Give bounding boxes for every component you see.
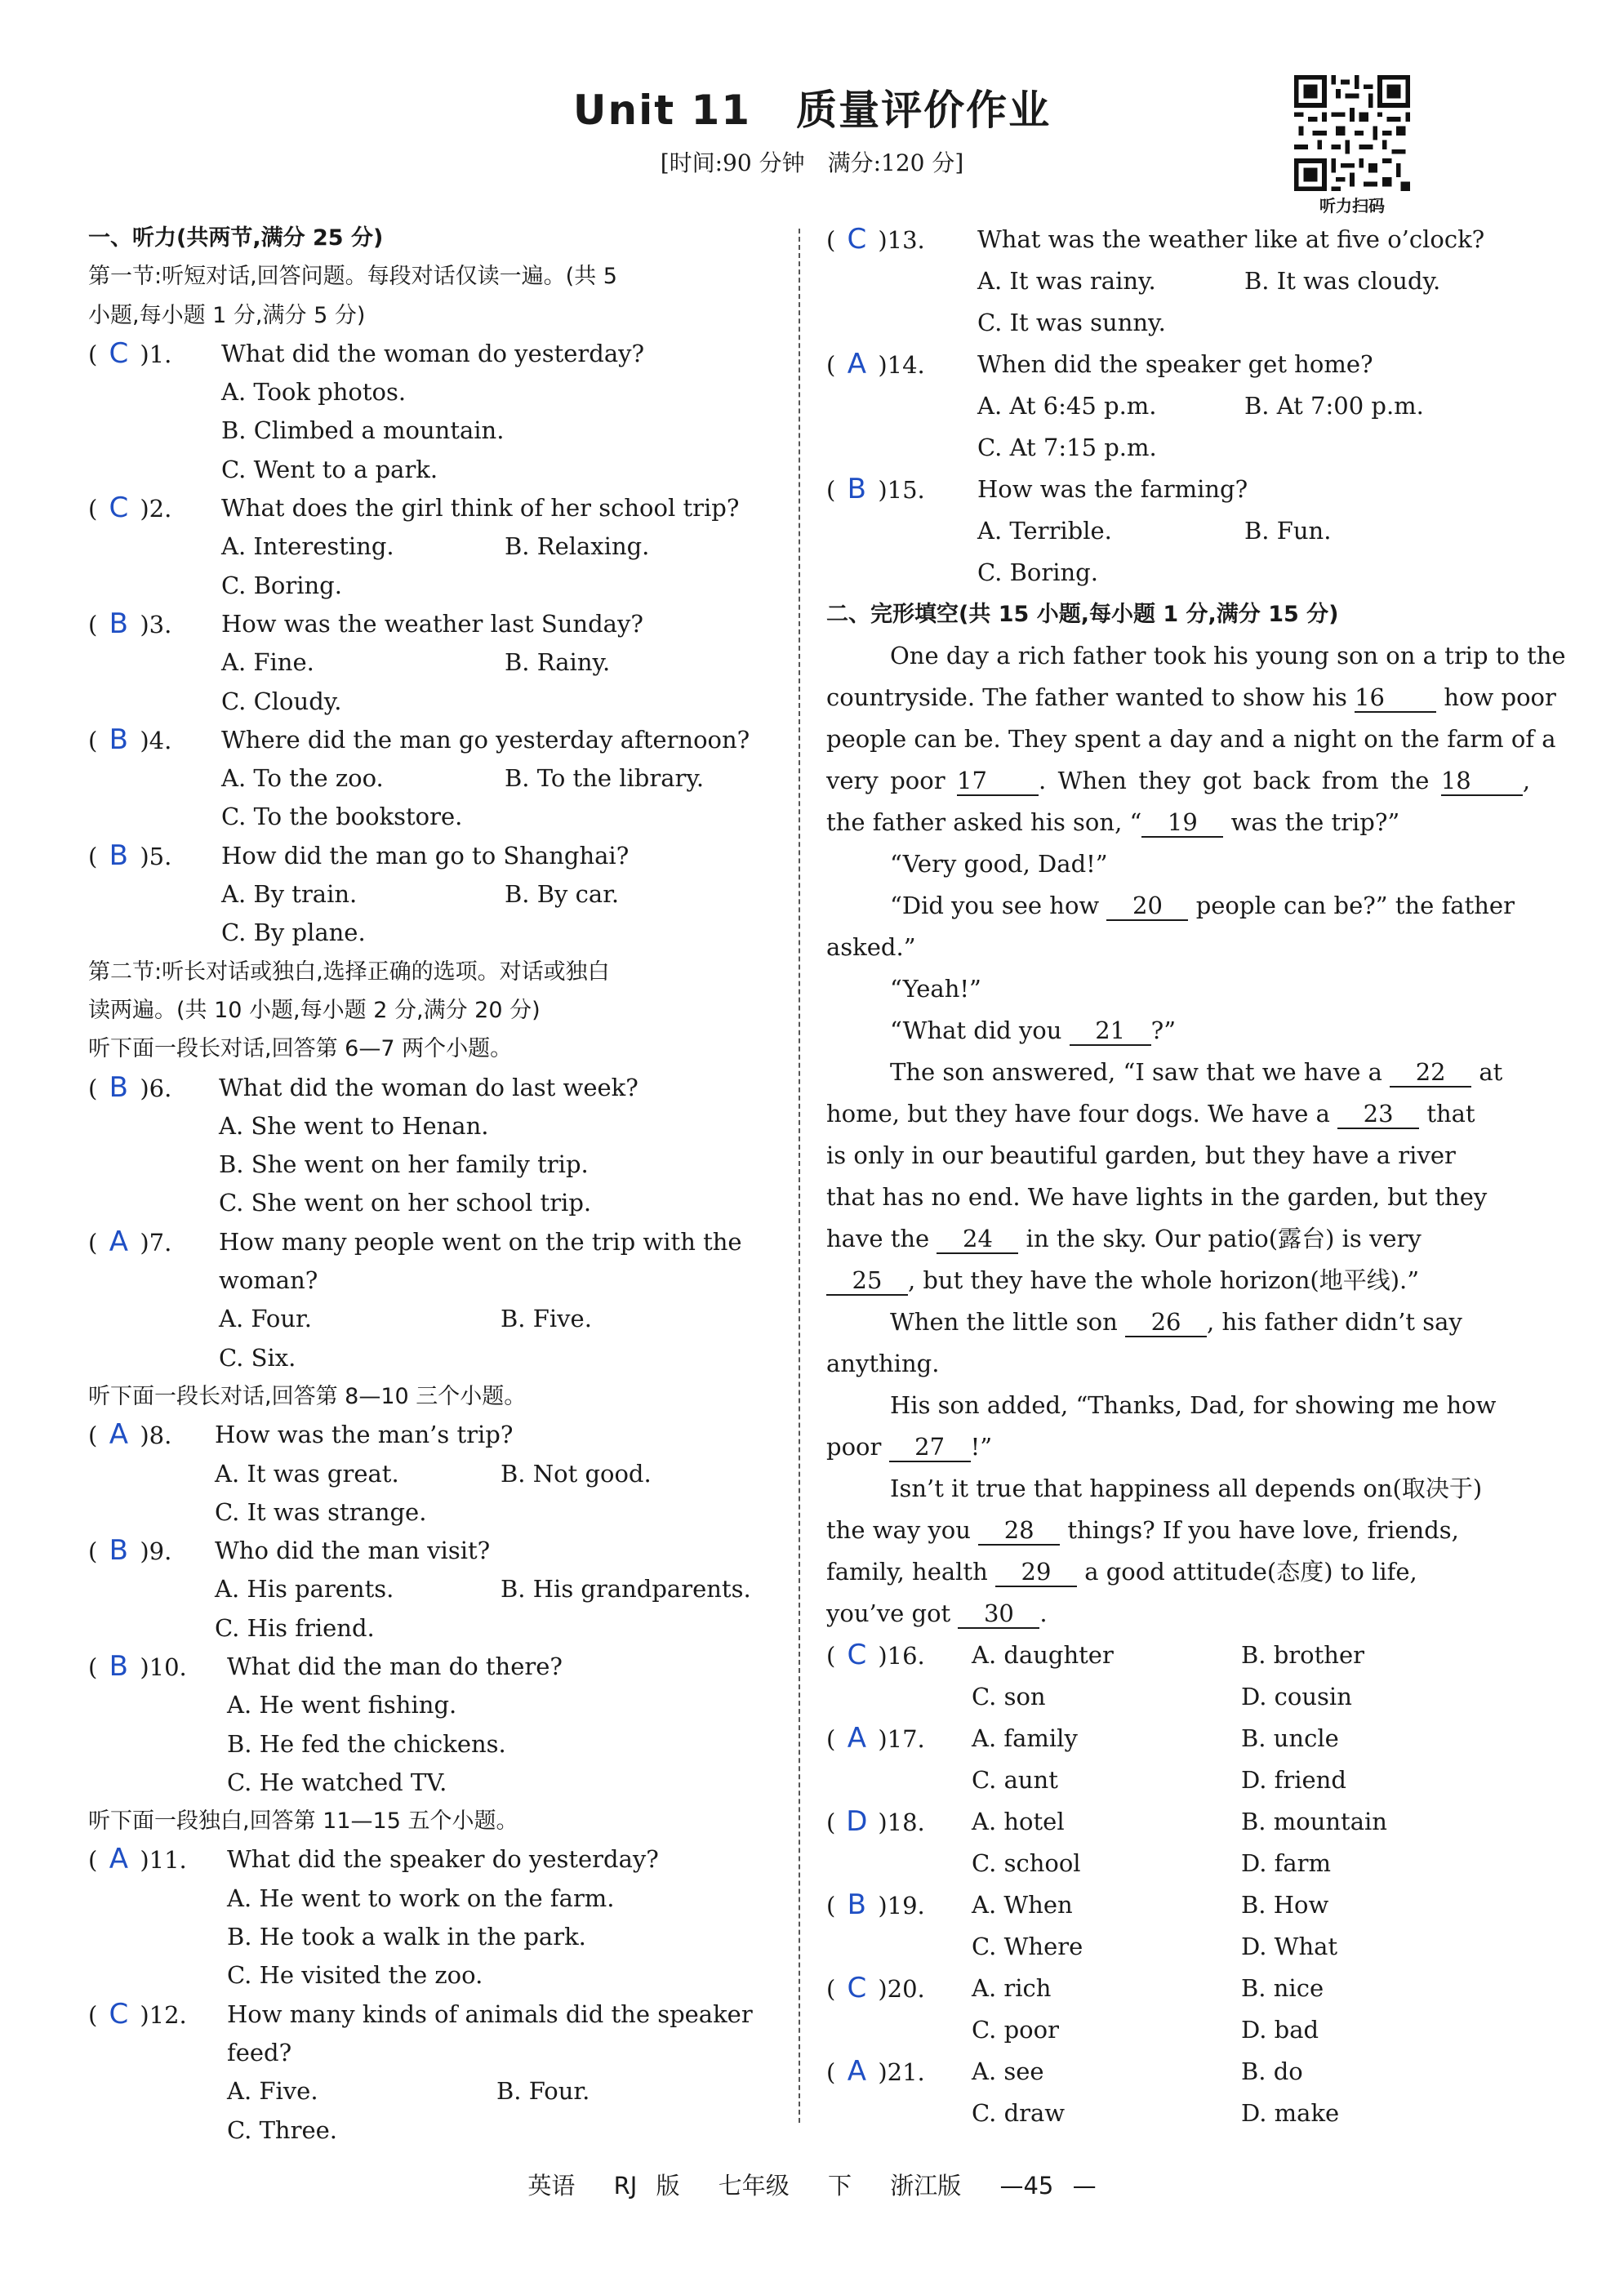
part1-intro: 小题,每小题 1 分,满分 5 分): [88, 302, 366, 328]
option[interactable]: B. nice: [1241, 1974, 1324, 2002]
option[interactable]: B. His grandparents.: [501, 1575, 751, 1604]
blank-22[interactable]: 22: [1390, 1058, 1471, 1088]
answer-mark[interactable]: A: [847, 1722, 866, 1755]
option[interactable]: A. He went to work on the farm.: [227, 1884, 615, 1912]
option[interactable]: A. To the zoo.: [221, 764, 384, 793]
answer-mark[interactable]: B: [109, 1534, 128, 1568]
option[interactable]: A. family: [972, 1724, 1078, 1752]
option[interactable]: C. It was strange.: [215, 1497, 427, 1526]
blank-28[interactable]: 28: [978, 1516, 1060, 1546]
option[interactable]: B. brother: [1241, 1641, 1364, 1669]
option[interactable]: C. poor: [972, 2016, 1059, 2044]
question-11: ( A )11. What did the speaker do yesterday?: [88, 1840, 786, 1879]
title-text: 质量评价作业: [796, 87, 1052, 134]
answer-mark[interactable]: C: [847, 1972, 867, 2004]
option[interactable]: B. Climbed a mountain.: [221, 416, 505, 445]
option[interactable]: A. daughter: [972, 1641, 1114, 1669]
question-19: ( B )19. A. When B. How: [826, 1884, 1530, 1926]
option[interactable]: C. Three.: [227, 2115, 338, 2144]
blank-17[interactable]: 17: [957, 767, 1039, 796]
page-footer: [0, 2168, 1624, 2201]
option[interactable]: C. Cloudy.: [221, 687, 342, 715]
option[interactable]: A. He went fishing.: [227, 1691, 457, 1719]
option[interactable]: A. Interesting.: [221, 532, 394, 561]
answer-mark[interactable]: C: [847, 223, 867, 256]
answer-mark[interactable]: B: [109, 607, 128, 640]
option[interactable]: B. Rainy.: [505, 648, 611, 677]
option[interactable]: A. His parents.: [215, 1575, 394, 1604]
question-15: ( B )15. How was the farming?: [826, 469, 1530, 510]
answer-mark[interactable]: A: [109, 1843, 128, 1876]
footer-region: 浙江版: [890, 2172, 962, 2200]
part2-intro: 读两遍。(共 10 小题,每小题 2 分,满分 20 分): [88, 997, 541, 1023]
option[interactable]: B. Five.: [501, 1305, 592, 1333]
blank-16[interactable]: 16: [1355, 683, 1436, 713]
answer-mark[interactable]: D: [846, 1805, 868, 1838]
blank-26[interactable]: 26: [1125, 1308, 1207, 1337]
option[interactable]: B. He took a walk in the park.: [227, 1923, 586, 1951]
blank-25[interactable]: 25: [826, 1266, 908, 1296]
question-6: ( B )6. What did the woman do last week?: [88, 1069, 786, 1107]
option[interactable]: D. make: [1241, 2099, 1340, 2127]
cloze-section-title: 二、完形填空(共 15 小题,每小题 1 分,满分 15 分): [826, 602, 1339, 627]
footer-subject: 英语: [527, 2172, 576, 2200]
section-title: 一、听力(共两节,满分 25 分): [88, 225, 384, 251]
option[interactable]: C. Boring.: [977, 558, 1098, 586]
option[interactable]: C. Six.: [219, 1343, 296, 1372]
question-18: ( D )18. A. hotel B. mountain: [826, 1801, 1530, 1843]
answer-mark[interactable]: C: [109, 1997, 129, 2031]
column-divider: [799, 229, 800, 2123]
answer-mark[interactable]: B: [847, 1888, 866, 1921]
option[interactable]: C. He visited the zoo.: [227, 1961, 483, 1990]
option[interactable]: A. When: [972, 1891, 1073, 1919]
qr-code-icon[interactable]: [1294, 75, 1410, 191]
option[interactable]: C. His friend.: [215, 1613, 375, 1642]
blank-18[interactable]: 18: [1441, 767, 1523, 796]
option[interactable]: C. school: [972, 1849, 1081, 1877]
option[interactable]: B. He fed the chickens.: [227, 1729, 506, 1758]
option[interactable]: A. Took photos.: [221, 378, 407, 407]
question-4: ( B )4. Where did the man go yesterday afternoon?: [88, 721, 786, 759]
option[interactable]: C. son: [972, 1683, 1046, 1710]
option[interactable]: B. Relaxing.: [505, 532, 650, 561]
answer-mark[interactable]: B: [109, 1070, 128, 1104]
question-12: ( C )12. How many kinds of animals did the speaker: [88, 1995, 786, 2034]
blank-30[interactable]: 30: [958, 1599, 1039, 1629]
option[interactable]: A. It was great.: [215, 1459, 399, 1488]
option[interactable]: C. To the bookstore.: [221, 803, 463, 831]
option[interactable]: B. uncle: [1241, 1724, 1339, 1752]
answer-mark[interactable]: B: [109, 1649, 128, 1683]
answer-mark[interactable]: B: [847, 473, 866, 505]
answer-mark[interactable]: A: [109, 1225, 128, 1258]
question-17: ( A )17. A. family B. uncle: [826, 1718, 1530, 1759]
time-score-info: [时间:90 分钟 满分:120 分]: [660, 149, 964, 176]
option[interactable]: C. At 7:15 p.m.: [977, 434, 1157, 461]
option[interactable]: D. cousin: [1241, 1683, 1352, 1710]
option[interactable]: A. Five.: [227, 2077, 318, 2106]
option[interactable]: C. Went to a park.: [221, 455, 438, 483]
blank-23[interactable]: 23: [1337, 1100, 1419, 1129]
option[interactable]: B. At 7:00 p.m.: [1244, 392, 1424, 420]
option[interactable]: C. It was sunny.: [977, 309, 1166, 336]
option[interactable]: D. bad: [1241, 2016, 1319, 2044]
option[interactable]: A. At 6:45 p.m.: [977, 392, 1157, 420]
group-instruction: 听下面一段长对话,回答第 8—10 三个小题。: [88, 1383, 527, 1409]
option[interactable]: A. Four.: [219, 1305, 312, 1333]
unit-label: Unit 11: [572, 87, 752, 134]
footer-term: 下: [828, 2172, 852, 2200]
option[interactable]: D. What: [1241, 1933, 1338, 1960]
footer-edition: RJ 版: [613, 2172, 680, 2200]
question-20: ( C )20. A. rich B. nice: [826, 1968, 1530, 2009]
blank-21[interactable]: 21: [1070, 1016, 1151, 1046]
option[interactable]: C. Boring.: [221, 571, 342, 599]
option[interactable]: C. She went on her school trip.: [219, 1189, 592, 1217]
page-number: —45 —: [999, 2172, 1097, 2200]
option[interactable]: B. She went on her family trip.: [219, 1150, 589, 1179]
option[interactable]: A. By train.: [221, 880, 358, 909]
answer-mark[interactable]: C: [109, 336, 129, 370]
part1-intro: 第一节:听短对话,回答问题。每段对话仅读一遍。(共 5: [88, 264, 617, 290]
question-3: ( B )3. How was the weather last Sunday?: [88, 605, 786, 643]
blank-27[interactable]: 27: [889, 1433, 971, 1462]
option[interactable]: C. aunt: [972, 1766, 1058, 1794]
option[interactable]: A. hotel: [972, 1808, 1065, 1835]
question-2: ( C )2. What does the girl think of her school trip?: [88, 489, 786, 527]
question-21: ( A )21. A. see B. do: [826, 2051, 1530, 2093]
option[interactable]: A. Terrible.: [977, 517, 1112, 545]
blank-24[interactable]: 24: [937, 1225, 1018, 1254]
footer-grade: 七年级: [718, 2172, 790, 2200]
question-14: ( A )14. When did the speaker get home?: [826, 344, 1530, 385]
option[interactable]: B. To the library.: [505, 764, 705, 793]
option[interactable]: B. It was cloudy.: [1244, 267, 1441, 295]
option[interactable]: B. How: [1241, 1891, 1329, 1919]
listening-section: 一、听力(共两节,满分 25 分) 第一节:听短对话,回答问题。每段对话仅读一遍。(共 5 小题,每小题 1 分,满分 5 分) ( C )1. What did the woman do yesterday? A. Took photos. B. Climbed a mountain. C. Went to a park. ( C )2. What does the girl think of her school trip? A. Interesting. B. Relaxing. C. Boring. ( B )3. How was the weather last Sunday? A. Fine. B. Rainy. C. Cloudy. ( B )4. Where did the man go yesterday afternoon? A. To the zoo. B. To the library. C. To the bookstore. ( B )5. How did the man go to Shanghai? A. By train. B. By car. C. By plane. 第二节:听长对话或独白,选择正确的选项。对话或独白 读两遍。(共 10 小题,每小题 2 分,满分 20 分) 听下面一段长对话,回答第 6—7 两个小题。 ( B )6. What did the woman do last week? A. She went to Henan. B. She went on her family trip. C. She went on her school trip. ( A )7. How many people went on the trip with the woman? A. Four. B. Five. C. Six. 听下面一段长对话,回答第 8—10 三个小题。 ( A )8. How was the man’s trip? A. It was great. B. Not good. C. It was strange. ( B )9. Who did the man visit? A. His parents. B. His grandparents. C. His friend. ( B )10. What did the man do there? A. He went fishing. B. He fed the chickens. C. He watched TV. 听下面一段独白,回答第 11—15 五个小题。 ( A )11. What did the speaker do yesterday? A. He went to work on the farm. B. He took a walk in the park. C. He visited the zoo. ( C )12. How many kinds of animals did the speaker feed? A. Five. B. Four. C. Three.: [88, 219, 786, 2150]
option[interactable]: A. rich: [972, 1974, 1052, 2002]
answer-mark[interactable]: B: [109, 839, 128, 872]
blank-29[interactable]: 29: [995, 1558, 1077, 1587]
blank-19[interactable]: 19: [1141, 808, 1223, 838]
option[interactable]: D. friend: [1241, 1766, 1346, 1794]
question-9: ( B )9. Who did the man visit?: [88, 1532, 786, 1570]
option[interactable]: B. mountain: [1241, 1808, 1387, 1835]
option[interactable]: A. She went to Henan.: [219, 1111, 489, 1140]
question-13: ( C )13. What was the weather like at five o’clock?: [826, 219, 1530, 260]
blank-20[interactable]: 20: [1106, 892, 1188, 921]
group-instruction: 听下面一段长对话,回答第 6—7 两个小题。: [88, 1036, 513, 1062]
option[interactable]: A. see: [972, 2057, 1044, 2085]
answer-mark[interactable]: B: [109, 723, 128, 756]
option[interactable]: C. He watched TV.: [227, 1768, 447, 1796]
answer-mark[interactable]: C: [109, 492, 129, 525]
answer-mark[interactable]: C: [847, 1639, 867, 1671]
option[interactable]: C. By plane.: [221, 919, 366, 947]
option[interactable]: B. Not good.: [501, 1459, 652, 1488]
question-5: ( B )5. How did the man go to Shanghai?: [88, 837, 786, 875]
answer-mark[interactable]: A: [847, 2055, 866, 2088]
question-10: ( B )10. What did the man do there?: [88, 1648, 786, 1686]
option[interactable]: A. It was rainy.: [977, 267, 1156, 295]
option[interactable]: B. Fun.: [1244, 517, 1332, 545]
right-column: [826, 219, 1566, 2134]
option[interactable]: B. do: [1241, 2057, 1303, 2085]
option[interactable]: D. farm: [1241, 1849, 1332, 1877]
option[interactable]: C. draw: [972, 2099, 1066, 2127]
answer-mark[interactable]: A: [847, 348, 866, 380]
cloze-passage: One day a rich father took his young son on a trip to the countryside. The father wanted to show his 16 how poor people can be. They spent a day and a night on the farm of a very poor 17 . When they got back from the 18 , the father asked his son, “ 19 was the trip?” “Very good, Dad!” “Did you see how 20 people can be?” the father asked.” “Yeah!” “What did you 21 ?” The son answered, “I saw that we have a 22 at home, but they have four dogs. We have a 23 that is only in our beautiful garden, but they have a river that has no end. We have lights in the garden, but they have the 24 in the sky. Our patio(露台) is very 25 , but they have the whole horizon(地平线).” When the little son 26 , his father didn’t say anything. His son added, “Thanks, Dad, for showing me how poor 27 !” Isn’t it true that happiness all depends on(取决于) the way you 28 things? If you have love, friends, family, health 29 a good attitude(态度) to life, you’ve got 30 .: [826, 642, 1566, 1627]
part2-intro: 第二节:听长对话或独白,选择正确的选项。对话或独白: [88, 959, 610, 985]
option[interactable]: B. By car.: [505, 880, 620, 909]
question-1: ( C )1. What did the woman do yesterday?: [88, 335, 786, 373]
option[interactable]: A. Fine.: [221, 648, 314, 677]
answer-mark[interactable]: A: [109, 1418, 128, 1452]
option[interactable]: C. Where: [972, 1933, 1083, 1960]
group-instruction: 听下面一段独白,回答第 11—15 五个小题。: [88, 1808, 518, 1835]
question-7: ( A )7. How many people went on the trip with the: [88, 1223, 786, 1261]
question-8: ( A )8. How was the man’s trip?: [88, 1416, 786, 1454]
option[interactable]: B. Four.: [496, 2077, 590, 2106]
question-16: ( C )16. A. daughter B. brother: [826, 1635, 1530, 1676]
qr-caption: 听力扫码: [1319, 196, 1385, 216]
